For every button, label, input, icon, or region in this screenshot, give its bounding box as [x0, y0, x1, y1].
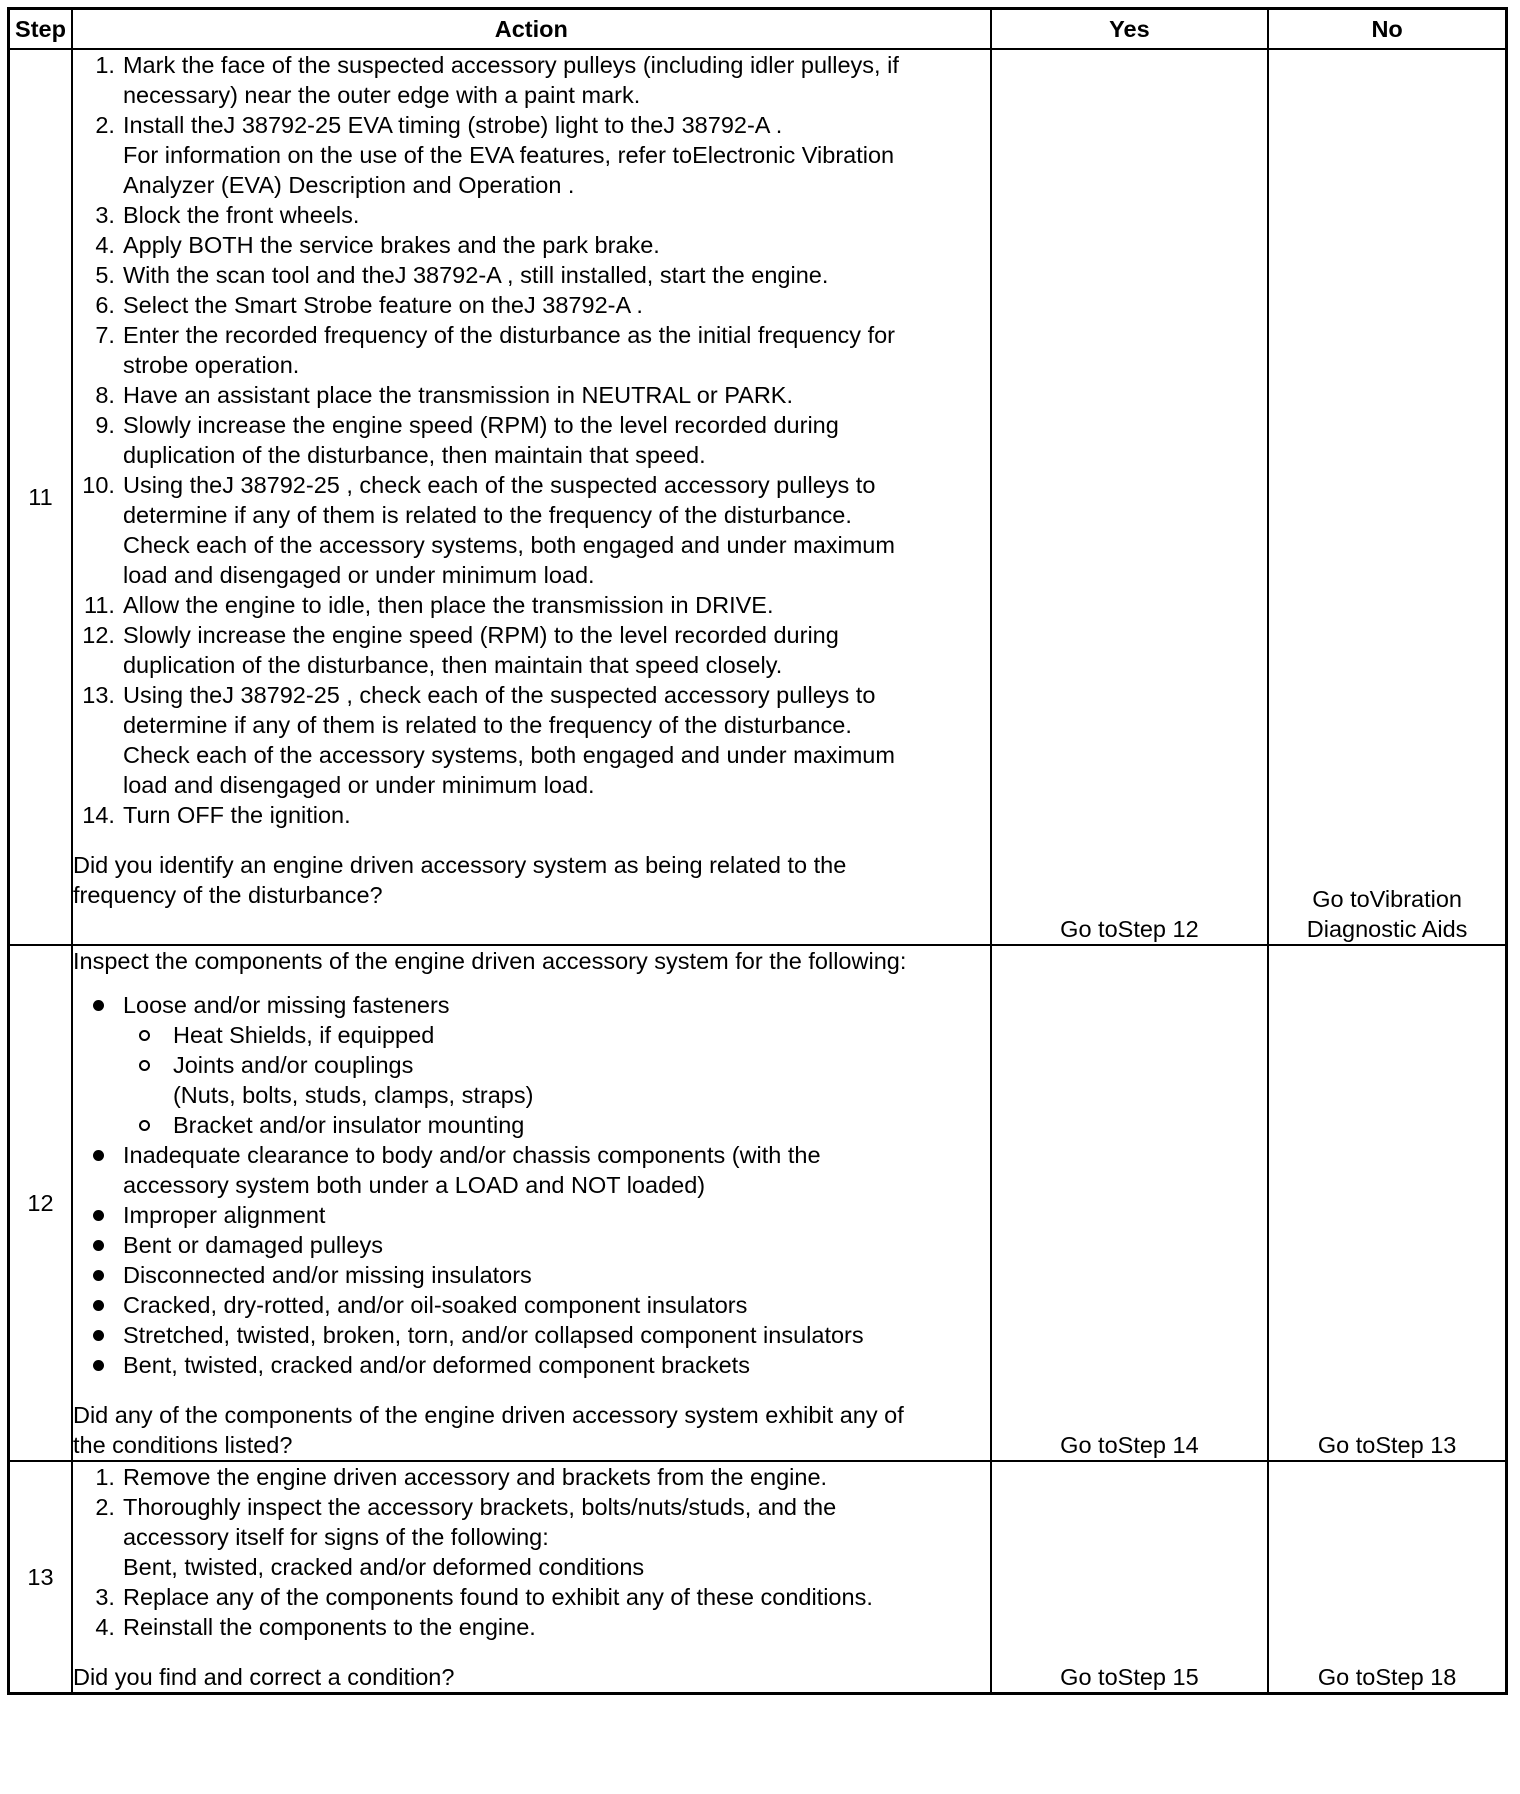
bullet-text-line: Improper alignment — [122, 1202, 326, 1228]
sub-bullet-text — [173, 1020, 990, 1050]
bullet-dot — [73, 1230, 123, 1260]
bullet-dot — [73, 1140, 123, 1200]
item-text-line: Select the Smart Strobe feature on theJ 38792-A . — [122, 292, 643, 318]
question-line: Did you identify an engine driven accessory system as being related to the — [72, 852, 847, 878]
item-text — [123, 320, 990, 380]
step-list — [73, 50, 990, 830]
bullet-text-line: Stretched, twisted, broken, torn, and/or collapsed component insulators — [122, 1322, 864, 1348]
bullet-text-line: accessory system both under a LOAD and NOT loaded) — [122, 1172, 706, 1198]
yes-result — [991, 945, 1269, 1461]
item-text — [123, 410, 990, 470]
bullet-text-line: Inadequate clearance to body and/or chassis components (with the — [122, 1142, 821, 1168]
item-number: 2. — [95, 112, 115, 138]
yes-result — [991, 1461, 1269, 1694]
bullet-item — [73, 1320, 990, 1350]
sub-bullet-circle — [123, 1050, 173, 1110]
bullet-list — [73, 990, 990, 1380]
item-text-line: load and disengaged or under minimum load. — [122, 562, 595, 588]
question-text — [73, 850, 990, 910]
step-list-item — [73, 110, 990, 200]
item-text-line: determine if any of them is related to the frequency of the disturbance. — [122, 712, 852, 738]
sub-bullet-text — [173, 1050, 990, 1110]
bullet-text — [123, 1230, 990, 1260]
item-text — [123, 290, 990, 320]
table-row — [9, 1461, 1507, 1694]
bullet-text — [123, 1290, 990, 1320]
item-text-line: Slowly increase the engine speed (RPM) to the level recorded during — [122, 622, 839, 648]
action-cell — [72, 945, 991, 1461]
item-text-line: Apply BOTH the service brakes and the park brake. — [122, 232, 660, 258]
item-text — [123, 470, 990, 590]
item-text-line: Analyzer (EVA) Description and Operation . — [122, 172, 575, 198]
yes-result-line: Go toStep 15 — [1060, 1664, 1199, 1690]
item-text — [123, 380, 990, 410]
bullet-item — [73, 1260, 990, 1290]
item-text-line: Slowly increase the engine speed (RPM) to the level recorded during — [122, 412, 839, 438]
table-row — [9, 49, 1507, 945]
no-result-line: Go toStep 18 — [1317, 1664, 1457, 1690]
bullet-text-line: Loose and/or missing fasteners — [122, 992, 450, 1018]
bullet-text — [123, 1320, 990, 1350]
item-text-line: Mark the face of the suspected accessory pulleys (including idler pulleys, if — [122, 52, 899, 78]
step-list-item — [73, 680, 990, 800]
step-list-item — [73, 50, 990, 110]
action-cell — [72, 49, 991, 945]
item-text — [123, 260, 990, 290]
sub-bullet-text-line: Joints and/or couplings — [172, 1052, 414, 1078]
bullet-text — [123, 1350, 990, 1380]
item-number: 3. — [95, 1584, 115, 1610]
bullet-dot — [73, 1350, 123, 1380]
bullet-text — [123, 990, 990, 1140]
question-line: Did any of the components of the engine driven accessory system exhibit any of — [72, 1402, 904, 1428]
sub-bullet-list — [73, 1020, 990, 1140]
item-number: 11. — [84, 592, 115, 618]
item-text-line: Remove the engine driven accessory and brackets from the engine. — [122, 1464, 828, 1490]
item-text-line: strobe operation. — [122, 352, 300, 378]
step-list-item — [73, 260, 990, 290]
yes-result-line: Go toStep 14 — [1060, 1432, 1199, 1458]
step-number: 11 — [9, 49, 72, 945]
step-list-item — [73, 1492, 990, 1582]
item-text — [123, 1612, 990, 1642]
item-text-line: Check each of the accessory systems, both engaged and under maximum — [122, 532, 895, 558]
yes-result-line: Go toStep 12 — [1060, 916, 1199, 942]
yes-result — [991, 49, 1269, 945]
item-text-line: Bent, twisted, cracked and/or deformed conditions — [122, 1554, 645, 1580]
bullet-text-line: Bent or damaged pulleys — [122, 1232, 383, 1258]
bullet-item — [73, 1230, 990, 1260]
bullet-text-line: Disconnected and/or missing insulators — [122, 1262, 532, 1288]
no-result — [1268, 49, 1506, 945]
no-result — [1268, 1461, 1506, 1694]
header-action: Action — [72, 9, 991, 50]
item-text-line: load and disengaged or under minimum load. — [122, 772, 595, 798]
step-list-item — [73, 590, 990, 620]
sub-bullet-circle — [123, 1020, 173, 1050]
step-list — [73, 1462, 990, 1642]
step-list-item — [73, 1462, 990, 1492]
item-text — [123, 590, 990, 620]
item-text — [123, 620, 990, 680]
bullet-text-line: Cracked, dry-rotted, and/or oil-soaked component insulators — [122, 1292, 748, 1318]
table-row — [9, 945, 1507, 1461]
item-text-line: determine if any of them is related to the frequency of the disturbance. — [122, 502, 852, 528]
item-number: 3. — [95, 202, 115, 228]
item-text-line: Thoroughly inspect the accessory brackets, bolts/nuts/studs, and the — [122, 1494, 837, 1520]
step-number: 12 — [9, 945, 72, 1461]
item-text-line: Check each of the accessory systems, both engaged and under maximum — [122, 742, 895, 768]
item-text-line: For information on the use of the EVA features, refer toElectronic Vibration — [122, 142, 895, 168]
step-list-item — [73, 380, 990, 410]
bullet-text — [123, 1140, 990, 1200]
no-result — [1268, 945, 1506, 1461]
bullet-dot — [73, 990, 123, 1140]
item-text-line: Turn OFF the ignition. — [122, 802, 351, 828]
item-text-line: Allow the engine to idle, then place the transmission in DRIVE. — [122, 592, 774, 618]
step-list-item — [73, 800, 990, 830]
item-number: 12. — [82, 622, 115, 648]
item-text-line: accessory itself for signs of the following: — [122, 1524, 549, 1550]
intro-text: Inspect the components of the engine driven accessory system for the following: — [72, 948, 907, 974]
bullet-text — [123, 1260, 990, 1290]
no-result-line: Diagnostic Aids — [1306, 916, 1468, 942]
item-number: 1. — [95, 52, 115, 78]
bullet-dot — [73, 1290, 123, 1320]
bullet-dot — [73, 1200, 123, 1230]
item-text-line: duplication of the disturbance, then maintain that speed closely. — [122, 652, 783, 678]
step-list-item — [73, 410, 990, 470]
item-text-line: Using theJ 38792-25 , check each of the suspected accessory pulleys to — [122, 472, 876, 498]
bullet-text-line: Bent, twisted, cracked and/or deformed component brackets — [122, 1352, 750, 1378]
item-number: 7. — [95, 322, 115, 348]
sub-bullet-text-line: Bracket and/or insulator mounting — [172, 1112, 525, 1138]
step-list-item — [73, 320, 990, 380]
bullet-dot — [73, 1260, 123, 1290]
bullet-item — [73, 1200, 990, 1230]
header-step: Step — [9, 9, 72, 50]
sub-bullet-text-line: Heat Shields, if equipped — [172, 1022, 435, 1048]
bullet-item — [73, 990, 990, 1140]
diagnostic-table — [7, 7, 1508, 1695]
item-text — [123, 50, 990, 110]
sub-bullet-text-line: (Nuts, bolts, studs, clamps, straps) — [172, 1082, 534, 1108]
item-text-line: Have an assistant place the transmission in NEUTRAL or PARK. — [122, 382, 793, 408]
step-list-item — [73, 290, 990, 320]
action-cell — [72, 1461, 991, 1694]
item-text — [123, 110, 990, 200]
step-list-item — [73, 230, 990, 260]
item-text — [123, 200, 990, 230]
bullet-item — [73, 1290, 990, 1320]
header-no: No — [1268, 9, 1506, 50]
item-text — [123, 1462, 990, 1492]
sub-bullet-text — [173, 1110, 990, 1140]
item-text-line: Replace any of the components found to exhibit any of these conditions. — [122, 1584, 873, 1610]
question-line: Did you find and correct a condition? — [72, 1664, 455, 1690]
bullet-dot — [73, 1320, 123, 1350]
no-result-line: Go toStep 13 — [1317, 1432, 1457, 1458]
item-text — [123, 1492, 990, 1582]
sub-bullet-item — [73, 1020, 990, 1050]
sub-bullet-circle — [123, 1110, 173, 1140]
item-text-line: Using theJ 38792-25 , check each of the suspected accessory pulleys to — [122, 682, 876, 708]
item-number: 5. — [95, 262, 115, 288]
item-number: 9. — [95, 412, 115, 438]
item-text-line: duplication of the disturbance, then maintain that speed. — [122, 442, 706, 468]
item-text-line: Block the front wheels. — [122, 202, 360, 228]
item-text-line: necessary) near the outer edge with a paint mark. — [122, 82, 641, 108]
bullet-text — [123, 1200, 990, 1230]
item-number: 13. — [82, 682, 115, 708]
step-list-item — [73, 620, 990, 680]
sub-bullet-item — [73, 1050, 990, 1110]
no-result-line: Go toVibration — [1312, 886, 1463, 912]
item-text-line: Enter the recorded frequency of the disturbance as the initial frequency for — [122, 322, 896, 348]
item-text — [123, 230, 990, 260]
question-text — [73, 1400, 990, 1460]
question-line: frequency of the disturbance? — [72, 882, 383, 908]
bullet-item — [73, 1140, 990, 1200]
item-text-line: Install theJ 38792-25 EVA timing (strobe) light to theJ 38792-A . — [122, 112, 783, 138]
item-text — [123, 1582, 990, 1612]
item-text-line: Reinstall the components to the engine. — [122, 1614, 536, 1640]
header-yes: Yes — [991, 9, 1269, 50]
item-number: 8. — [95, 382, 115, 408]
step-number: 13 — [9, 1461, 72, 1694]
item-number: 10. — [82, 472, 115, 498]
item-text — [123, 680, 990, 800]
item-text-line: With the scan tool and theJ 38792-A , still installed, start the engine. — [122, 262, 829, 288]
table-header-row — [9, 9, 1507, 50]
sub-bullet-item — [73, 1110, 990, 1140]
question-line: the conditions listed? — [72, 1432, 293, 1458]
item-number: 4. — [95, 232, 115, 258]
item-number: 14. — [82, 802, 115, 828]
step-list-item — [73, 200, 990, 230]
step-list-item — [73, 470, 990, 590]
step-list-item — [73, 1612, 990, 1642]
item-number: 1. — [95, 1464, 115, 1490]
item-number: 6. — [95, 292, 115, 318]
bullet-item — [73, 1350, 990, 1380]
item-number: 2. — [95, 1494, 115, 1520]
item-number: 4. — [95, 1614, 115, 1640]
step-list-item — [73, 1582, 990, 1612]
question-text — [73, 1662, 990, 1692]
item-text — [123, 800, 990, 830]
